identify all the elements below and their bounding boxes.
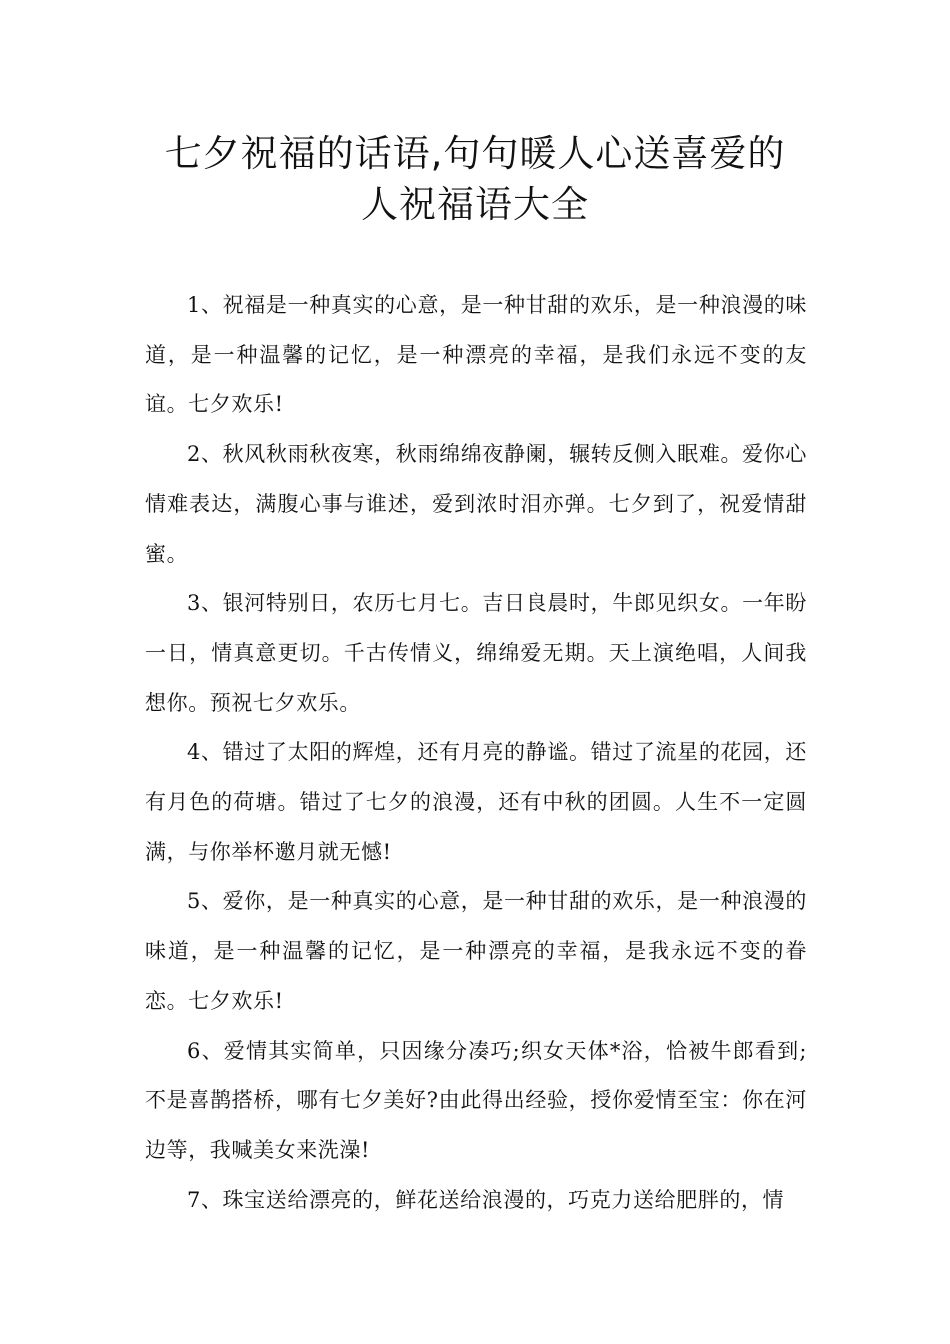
paragraph-6: 6、爱情其实简单，只因缘分凑巧;织女天体*浴，恰被牛郎看到;不是喜鹊搭桥，哪有七夕美好?由此得出经验，授你爱情至宝：你在河边等，我喊美女来洗澡! bbox=[145, 1038, 807, 1162]
paragraph-3: 3、银河特别日，农历七月七。吉日良晨时，牛郎见织女。一年盼一日，情真意更切。千古传情义，绵绵爱无期。天上演绝唱，人间我想你。预祝七夕欢乐。 bbox=[145, 591, 807, 715]
document-body bbox=[145, 281, 807, 1225]
paragraph-4: 4、错过了太阳的辉煌，还有月亮的静谧。错过了流星的花园，还有月色的荷塘。错过了七夕的浪漫，还有中秋的团圆。人生不一定圆满，与你举杯邀月就无憾! bbox=[145, 740, 807, 864]
paragraph-5: 5、爱你，是一种真实的心意，是一种甘甜的欢乐，是一种浪漫的味道，是一种温馨的记忆，是一种漂亮的幸福，是我永远不变的眷恋。七夕欢乐! bbox=[145, 889, 807, 1013]
document-title bbox=[120, 128, 830, 230]
paragraph-2: 2、秋风秋雨秋夜寒，秋雨绵绵夜静阑，辗转反侧入眠难。爱你心情难表达，满腹心事与谁述，爱到浓时泪亦弹。七夕到了，祝爱情甜蜜。 bbox=[145, 442, 807, 566]
title-line-1: 七夕祝福的话语,句句暖人心送喜爱的 bbox=[164, 132, 786, 175]
paragraph-1: 1、祝福是一种真实的心意，是一种甘甜的欢乐，是一种浪漫的味道，是一种温馨的记忆，是一种漂亮的幸福，是我们永远不变的友谊。七夕欢乐! bbox=[145, 293, 807, 417]
title-line-2: 人祝福语大全 bbox=[361, 183, 589, 226]
paragraph-7: 7、珠宝送给漂亮的，鲜花送给浪漫的，巧克力送给肥胖的，情 bbox=[187, 1187, 785, 1212]
